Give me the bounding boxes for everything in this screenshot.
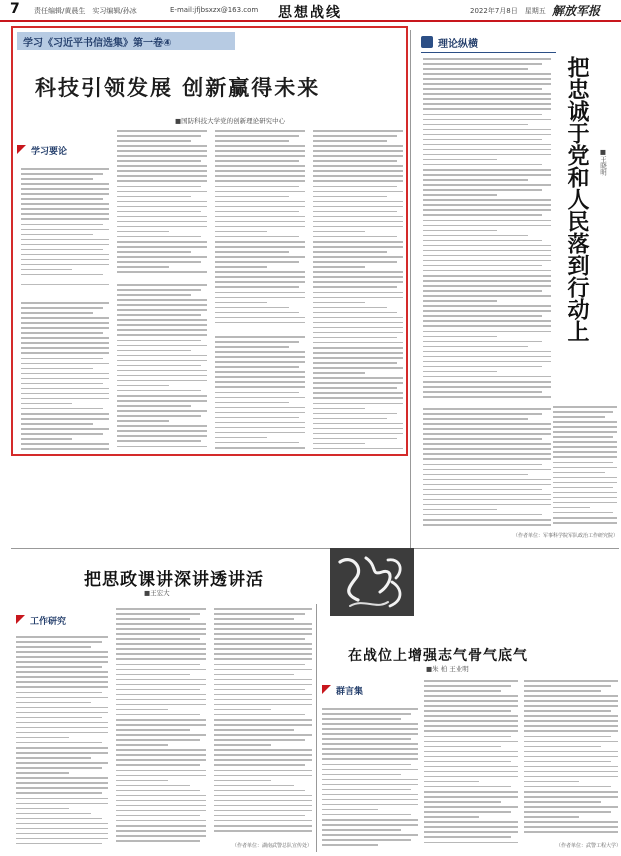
article3-footnote: （作者单位：武警工程大学） (556, 843, 621, 849)
column-1-rule (21, 284, 109, 285)
theory-column (413, 26, 619, 550)
editors-line: 责任编辑/黄晨生 实习编辑/孙冰 (34, 7, 137, 15)
theory-label-rule (421, 52, 556, 53)
article-title: 科技引领发展 创新赢得未来 (35, 76, 321, 100)
theory-label-text: 理论纵横 (438, 39, 478, 50)
article3-col-1 (322, 708, 418, 850)
page-number: 7 (10, 1, 20, 17)
theory-marker-icon (421, 36, 433, 48)
theory-byline: ■王晓明 (599, 148, 607, 176)
article2-byline: ■王宏大 (144, 589, 170, 597)
work-heading-label: 工作研究 (30, 617, 67, 627)
commentary-marker-icon (322, 685, 331, 694)
section-divider (11, 548, 619, 549)
work-study-heading (16, 614, 98, 628)
issue-date: 2022年7月8日 星期五 (470, 7, 546, 15)
calligraphy-brush-icon (330, 548, 414, 616)
article3-byline: ■朱 柏 王业明 (426, 665, 469, 673)
column-1-text-a (21, 168, 109, 278)
column-4-text (313, 130, 403, 452)
section-title: 思想战线 (278, 5, 342, 21)
theory-label (421, 34, 531, 52)
work-marker-icon (16, 615, 25, 624)
bottom-divider (316, 604, 317, 852)
theory-text-4 (423, 408, 551, 532)
page-header (0, 0, 621, 22)
article3-col-3 (524, 680, 618, 838)
theory-text-3 (553, 406, 617, 530)
article2-title: 把思政课讲深讲透讲活 (84, 570, 264, 590)
column-3-text-b (215, 336, 305, 452)
heading-marker-icon (17, 145, 26, 154)
article2-col-2 (116, 608, 206, 850)
main-article (11, 26, 408, 456)
article2-col-1 (16, 636, 108, 850)
column-2-text-b (117, 284, 207, 452)
banner-text: 学习《习近平书信选集》第一卷④ (23, 38, 172, 49)
column-2-text-a (117, 130, 207, 276)
column-3-text-a (215, 130, 305, 326)
article-byline: ■国防科技大学党的创新理论研究中心 (175, 117, 286, 125)
theory-headline: 把忠诚于党和人民落到行动上 (564, 56, 589, 342)
article2-footnote: （作者单位：湖南武警总队宣传处） (232, 843, 313, 849)
email-line: E-mail:jfjbsxzx@163.com (170, 6, 259, 14)
study-heading (17, 144, 99, 158)
article-banner (17, 32, 235, 50)
column-1-text-b (21, 302, 109, 452)
theory-footnote: （作者单位：军事科学院军队政治工作研究院） (513, 533, 619, 539)
article3-col-2 (424, 680, 518, 850)
masthead-logo: 解放军报 (552, 4, 601, 18)
column-divider (410, 30, 411, 550)
study-heading-label: 学习要论 (31, 147, 68, 157)
article2-col-3 (214, 608, 312, 840)
theory-text-1 (423, 58, 551, 404)
article3-title: 在战位上增强志气骨气底气 (348, 648, 528, 664)
commentary-heading-label: 群言集 (336, 687, 364, 697)
commentary-heading (322, 684, 402, 698)
calligraphy-image (330, 548, 414, 616)
